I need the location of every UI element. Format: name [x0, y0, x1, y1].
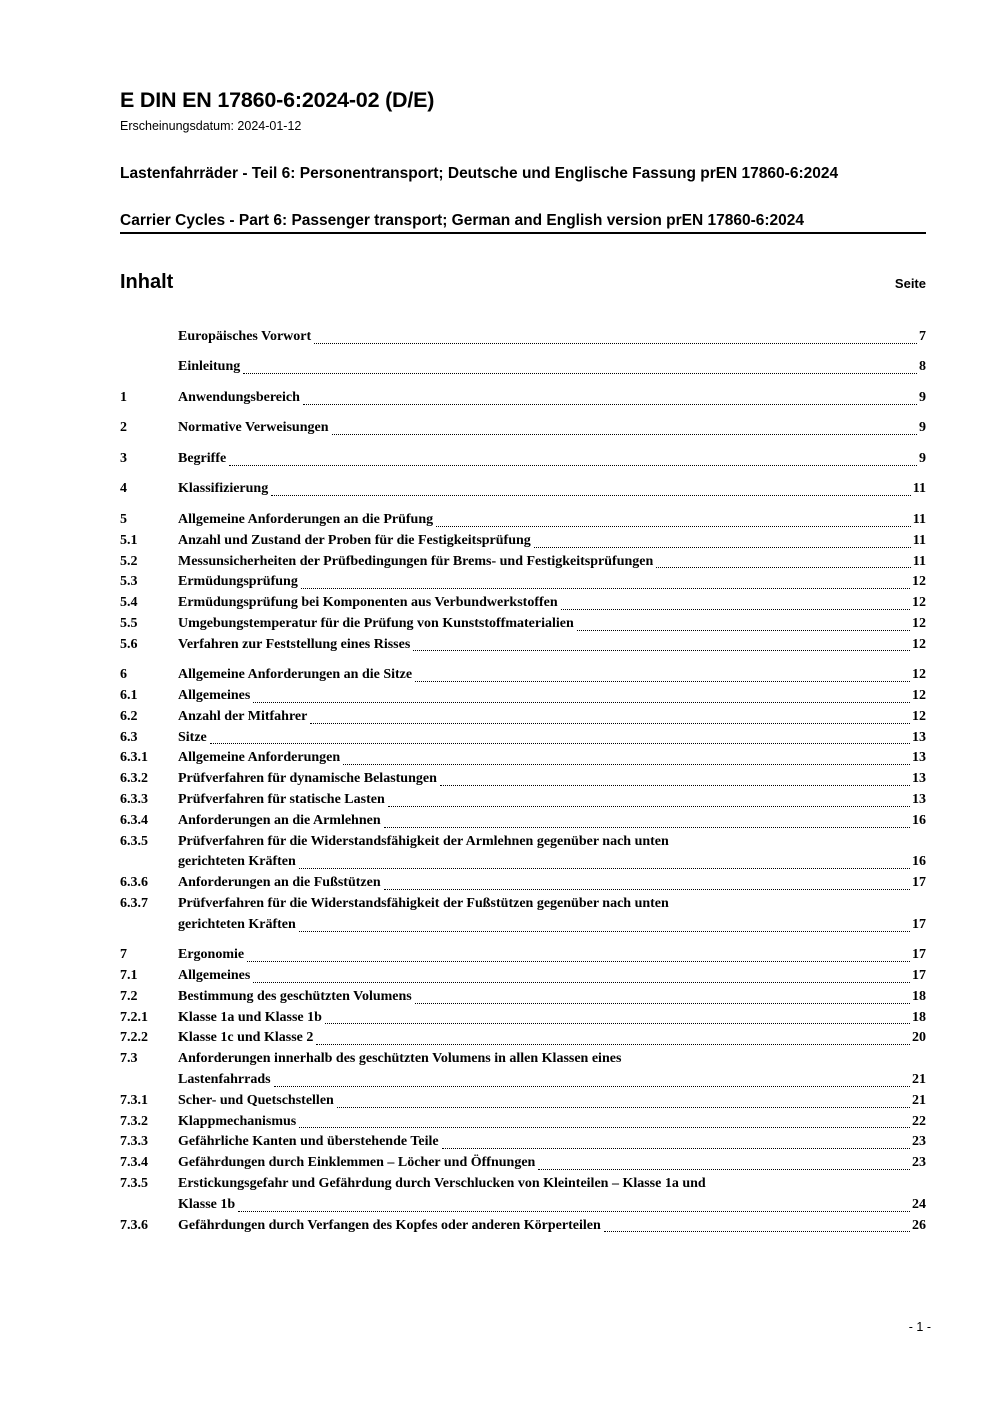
toc-entry-line	[178, 1091, 926, 1112]
toc-entry[interactable]	[120, 811, 926, 832]
toc-entry-number: 1	[120, 389, 127, 405]
toc-entry-title: Ergonomie	[178, 947, 245, 963]
toc-entry-line	[178, 1195, 926, 1216]
toc-entry[interactable]	[120, 449, 926, 470]
toc-dot-leader	[271, 495, 911, 496]
toc-entry-line	[178, 1112, 926, 1133]
toc-entry-body	[178, 1153, 926, 1174]
toc-dot-leader	[247, 961, 910, 962]
toc-entry-title: Bestimmung des geschützten Volumens	[178, 988, 412, 1004]
toc-entry-body	[178, 769, 926, 790]
toc-entry-line	[178, 987, 926, 1008]
toc-entry-page: 13	[912, 750, 926, 766]
toc-entry-line	[178, 593, 926, 614]
toc-entry-body	[178, 790, 926, 811]
toc-entry-line	[178, 1153, 926, 1174]
toc-dot-leader	[229, 465, 917, 466]
toc-entry-number	[120, 327, 178, 348]
toc-entry-page: 9	[919, 389, 926, 405]
header-divider	[120, 232, 926, 234]
toc-heading: Inhalt	[120, 271, 174, 293]
toc-entry-page: 8	[919, 359, 926, 375]
toc-entry-body	[178, 728, 926, 749]
toc-entry-line	[178, 449, 926, 470]
toc-entry-page: 13	[912, 791, 926, 807]
toc-dot-leader	[577, 630, 910, 631]
toc-entry-title: Allgemeine Anforderungen an die Prüfung	[178, 511, 434, 527]
toc-entry[interactable]	[120, 894, 926, 936]
toc-entry[interactable]	[120, 873, 926, 894]
toc-entry-title: Scher- und Quetschstellen	[178, 1092, 334, 1108]
toc-dot-leader	[384, 827, 910, 828]
toc-entry-line	[178, 894, 926, 915]
toc-dot-leader	[436, 526, 911, 527]
toc-entry-line	[178, 635, 926, 656]
toc-entry-number: 7.3.6	[120, 1217, 148, 1233]
toc-entry-line	[178, 1132, 926, 1153]
toc-entry-line	[178, 327, 926, 348]
toc-entry-body	[178, 635, 926, 656]
toc-entry-number: 3	[120, 450, 127, 466]
toc-dot-leader	[238, 1211, 910, 1212]
toc-dot-leader	[534, 547, 911, 548]
toc-entry[interactable]	[120, 388, 926, 409]
toc-entry-number: 6	[120, 667, 127, 683]
toc-entry-body	[178, 479, 926, 500]
toc-entry-line	[178, 552, 926, 573]
toc-entry-page: 11	[912, 553, 926, 569]
toc-dot-leader	[253, 702, 910, 703]
toc-entry-number: 6.3.3	[120, 791, 148, 807]
toc-entry-title: Ermüdungsprüfung bei Komponenten aus Verbundwerkstoffen	[178, 595, 558, 611]
toc-entry-body	[178, 531, 926, 552]
toc-entry-page: 12	[912, 667, 926, 683]
toc-entry-line	[178, 686, 926, 707]
toc-dot-leader	[243, 373, 917, 374]
toc-entry-title: Prüfverfahren für dynamische Belastungen	[178, 771, 437, 787]
toc-dot-leader	[301, 588, 910, 589]
toc-entry-title: Klasse 1c und Klasse 2	[178, 1030, 314, 1046]
toc-entry-page: 23	[912, 1134, 926, 1150]
toc-entry[interactable]	[120, 1049, 926, 1091]
toc-entry-number: 7.1	[120, 968, 138, 984]
toc-entry[interactable]	[120, 987, 926, 1008]
toc-entry-page: 23	[912, 1155, 926, 1171]
toc-entry-page: 24	[912, 1196, 926, 1212]
toc-entry-line	[178, 479, 926, 500]
toc-entry-body	[178, 357, 926, 378]
toc-dot-leader	[538, 1169, 910, 1170]
toc-dot-leader	[310, 723, 910, 724]
toc-entry-body	[178, 665, 926, 686]
toc-entry-line	[178, 832, 926, 853]
toc-entry-body	[178, 327, 926, 348]
toc-entry-title: Allgemeine Anforderungen	[178, 750, 341, 766]
toc-entry-line	[178, 707, 926, 728]
toc-entry-body	[178, 552, 926, 573]
toc-dot-leader	[415, 1003, 910, 1004]
publication-date: Erscheinungsdatum: 2024-01-12	[120, 119, 302, 133]
toc-entry-page: 18	[912, 1009, 926, 1025]
toc-list	[120, 327, 926, 1236]
toc-dot-leader	[343, 764, 910, 765]
toc-entry[interactable]	[120, 728, 926, 749]
toc-entry-body	[178, 572, 926, 593]
toc-entry-page: 17	[912, 916, 926, 932]
toc-entry[interactable]	[120, 1216, 926, 1237]
toc-entry-title: Verfahren zur Feststellung eines Risses	[178, 636, 411, 652]
toc-entry-number: 6.1	[120, 687, 138, 703]
toc-entry-page: 22	[912, 1113, 926, 1129]
toc-entry[interactable]	[120, 1008, 926, 1029]
toc-entry[interactable]	[120, 1112, 926, 1133]
toc-entry-title: Gefährdungen durch Einklemmen – Löcher und Öffnungen	[178, 1155, 536, 1171]
toc-entry-line	[178, 769, 926, 790]
toc-entry-title: gerichteten Kräften	[178, 854, 296, 870]
toc-dot-leader	[303, 404, 917, 405]
toc-dot-leader	[299, 868, 910, 869]
toc-entry-line	[178, 357, 926, 378]
toc-entry-line	[178, 852, 926, 873]
toc-entry-body	[178, 449, 926, 470]
toc-entry-title: Anforderungen an die Fußstützen	[178, 875, 381, 891]
toc-entry-number: 7.3	[120, 1051, 138, 1067]
toc-entry-body	[178, 593, 926, 614]
toc-entry-body	[178, 1216, 926, 1237]
toc-entry-title: Prüfverfahren für die Widerstandsfähigkeit der Armlehnen gegenüber nach unten	[178, 833, 669, 849]
toc-entry[interactable]	[120, 790, 926, 811]
toc-entry-number: 5.3	[120, 574, 138, 590]
toc-entry-line	[178, 665, 926, 686]
toc-dot-leader	[316, 1044, 910, 1045]
toc-entry-number: 6.3.4	[120, 812, 148, 828]
toc-entry[interactable]	[120, 769, 926, 790]
toc-entry-body	[178, 1028, 926, 1049]
toc-entry-page: 12	[912, 574, 926, 590]
toc-entry-number: 7	[120, 947, 127, 963]
toc-entry-page: 16	[912, 854, 926, 870]
toc-entry-body	[178, 1049, 926, 1091]
toc-entry-body	[178, 811, 926, 832]
toc-entry-number: 6.3.7	[120, 895, 148, 911]
toc-entry-page: 17	[912, 968, 926, 984]
toc-entry-number: 2	[120, 420, 127, 436]
toc-entry[interactable]	[120, 748, 926, 769]
toc-dot-leader	[442, 1148, 910, 1149]
toc-dot-leader	[274, 1086, 910, 1087]
toc-entry-line	[178, 873, 926, 894]
toc-entry-title: Prüfverfahren für statische Lasten	[178, 791, 385, 807]
toc-entry-title: Umgebungstemperatur für die Prüfung von Kunststoffmaterialien	[178, 615, 574, 631]
toc-entry-title: Prüfverfahren für die Widerstandsfähigkeit der Fußstützen gegenüber nach unten	[178, 895, 669, 911]
toc-entry-page: 12	[912, 687, 926, 703]
toc-entry-number: 7.3.1	[120, 1092, 148, 1108]
toc-entry[interactable]	[120, 707, 926, 728]
page-content	[120, 0, 926, 1236]
toc-entry-number	[120, 357, 178, 378]
toc-dot-leader	[325, 1023, 910, 1024]
toc-entry-title: Sitze	[178, 729, 207, 745]
toc-entry[interactable]	[120, 1153, 926, 1174]
toc-dot-leader	[413, 650, 910, 651]
toc-entry-title: Allgemeines	[178, 687, 251, 703]
toc-entry-body	[178, 748, 926, 769]
toc-entry-line	[178, 1174, 926, 1195]
toc-entry-page: 9	[919, 420, 926, 436]
toc-entry-line	[178, 915, 926, 936]
toc-entry-title: Anforderungen innerhalb des geschützten Volumens in allen Klassen eines	[178, 1051, 622, 1067]
toc-entry-line	[178, 1008, 926, 1029]
toc-dot-leader	[604, 1231, 910, 1232]
document-number: E DIN EN 17860-6:2024-02 (D/E)	[120, 88, 435, 112]
toc-dot-leader	[332, 434, 918, 435]
toc-entry-page: 11	[912, 481, 926, 497]
toc-entry[interactable]	[120, 357, 926, 378]
toc-entry[interactable]	[120, 635, 926, 656]
toc-entry-body	[178, 614, 926, 635]
toc-entry-body	[178, 1132, 926, 1153]
toc-dot-leader	[388, 806, 910, 807]
toc-entry-body	[178, 945, 926, 966]
toc-entry-line	[178, 945, 926, 966]
toc-entry-title: Allgemeine Anforderungen an die Sitze	[178, 667, 413, 683]
toc-entry-page: 20	[912, 1030, 926, 1046]
toc-dot-leader	[415, 681, 910, 682]
toc-entry-body	[178, 1008, 926, 1029]
toc-entry-number: 6.3.1	[120, 750, 148, 766]
toc-entry-page: 21	[912, 1072, 926, 1087]
toc-heading-row	[120, 270, 926, 296]
toc-entry-title: Begriffe	[178, 450, 227, 466]
toc-entry-line	[178, 418, 926, 439]
toc-entry-number: 6.3.2	[120, 771, 148, 787]
toc-entry-line	[178, 572, 926, 593]
toc-dot-leader	[253, 982, 910, 983]
toc-entry-number: 6.3.6	[120, 875, 148, 891]
toc-entry-title: Anzahl der Mitfahrer	[178, 708, 308, 724]
toc-entry-line	[178, 811, 926, 832]
toc-entry[interactable]	[120, 327, 926, 348]
toc-entry-title: Lastenfahrrads	[178, 1072, 271, 1087]
toc-entry-page: 12	[912, 636, 926, 652]
toc-entry-page: 18	[912, 988, 926, 1004]
toc-entry-title: Ermüdungsprüfung	[178, 574, 298, 590]
toc-entry-number: 4	[120, 481, 127, 497]
toc-entry-title: Normative Verweisungen	[178, 420, 329, 436]
toc-entry-title: Europäisches Vorwort	[178, 329, 312, 344]
toc-entry-title: Einleitung	[178, 359, 241, 375]
toc-entry-number: 7.3.3	[120, 1134, 148, 1150]
toc-entry-number: 5.2	[120, 553, 138, 569]
toc-entry-page: 11	[912, 511, 926, 527]
toc-entry[interactable]	[120, 593, 926, 614]
toc-entry[interactable]	[120, 572, 926, 593]
toc-dot-leader	[337, 1107, 910, 1108]
toc-entry-page: 7	[919, 329, 926, 344]
toc-entry-title: Anforderungen an die Armlehnen	[178, 812, 381, 828]
toc-entry-title: Messunsicherheiten der Prüfbedingungen für Brems- und Festigkeitsprüfungen	[178, 553, 654, 569]
toc-entry-number: 5.4	[120, 595, 138, 611]
toc-page-column-label: Seite	[894, 276, 926, 291]
toc-entry-number: 5.6	[120, 636, 138, 652]
footer-page-number: - 1 -	[908, 1320, 931, 1334]
toc-entry[interactable]	[120, 479, 926, 500]
toc-entry-line	[178, 1049, 926, 1070]
toc-entry-number: 7.2.2	[120, 1030, 148, 1046]
toc-dot-leader	[299, 931, 910, 932]
toc-entry-number: 5.5	[120, 615, 138, 631]
toc-entry-title: Erstickungsgefahr und Gefährdung durch Verschlucken von Kleinteilen – Klasse 1a und	[178, 1175, 706, 1191]
toc-dot-leader	[210, 743, 910, 744]
toc-entry[interactable]	[120, 665, 926, 686]
toc-entry-body	[178, 686, 926, 707]
toc-entry[interactable]	[120, 1132, 926, 1153]
toc-entry-page: 11	[912, 532, 926, 548]
toc-entry-page: 9	[919, 450, 926, 466]
toc-entry-body	[178, 418, 926, 439]
toc-entry[interactable]	[120, 1028, 926, 1049]
toc-entry-line	[178, 790, 926, 811]
toc-entry-body	[178, 707, 926, 728]
toc-entry-title: Anwendungsbereich	[178, 389, 300, 405]
toc-entry-title: Klappmechanismus	[178, 1113, 297, 1129]
toc-entry-title: Klasse 1b	[178, 1196, 236, 1212]
toc-entry-line	[178, 1216, 926, 1237]
toc-entry-body	[178, 966, 926, 987]
toc-entry[interactable]	[120, 1174, 926, 1216]
toc-entry-line	[178, 728, 926, 749]
toc-entry-line	[178, 1070, 926, 1091]
toc-entry-title: Gefährdungen durch Verfangen des Kopfes oder anderen Körperteilen	[178, 1217, 601, 1233]
toc-entry-title: Klasse 1a und Klasse 1b	[178, 1009, 322, 1025]
toc-entry[interactable]	[120, 510, 926, 531]
toc-entry-body	[178, 832, 926, 874]
toc-entry-number: 5.1	[120, 532, 138, 548]
toc-entry-page: 16	[912, 812, 926, 828]
toc-entry-body	[178, 510, 926, 531]
toc-entry-body	[178, 1091, 926, 1112]
toc-entry-body	[178, 987, 926, 1008]
toc-entry-line	[178, 748, 926, 769]
document-title-german: Lastenfahrräder - Teil 6: Personentransport; Deutsche und Englische Fassung prEN 17860-6:2024	[120, 165, 839, 182]
toc-entry-title: Anzahl und Zustand der Proben für die Festigkeitsprüfung	[178, 532, 531, 548]
toc-entry-number: 7.3.4	[120, 1155, 148, 1171]
toc-entry[interactable]	[120, 531, 926, 552]
toc-entry-number: 6.3.5	[120, 833, 148, 849]
toc-entry-line	[178, 614, 926, 635]
toc-entry-page: 13	[912, 771, 926, 787]
toc-entry-page: 21	[912, 1092, 926, 1108]
toc-entry-page: 17	[912, 875, 926, 891]
toc-entry-page: 12	[912, 595, 926, 611]
toc-entry[interactable]	[120, 614, 926, 635]
toc-entry-body	[178, 1112, 926, 1133]
toc-entry-page: 13	[912, 729, 926, 745]
toc-entry-page: 12	[912, 615, 926, 631]
toc-entry[interactable]	[120, 945, 926, 966]
toc-entry-body	[178, 388, 926, 409]
toc-entry-number: 7.3.5	[120, 1175, 148, 1191]
toc-entry[interactable]	[120, 686, 926, 707]
toc-entry-title: Klassifizierung	[178, 481, 269, 497]
toc-entry-page: 12	[912, 708, 926, 724]
toc-entry-number: 7.2.1	[120, 1009, 148, 1025]
toc-entry-number: 5	[120, 511, 127, 527]
toc-entry-title: Gefährliche Kanten und überstehende Teile	[178, 1134, 439, 1150]
toc-entry-page: 26	[912, 1217, 926, 1233]
toc-entry-body	[178, 1174, 926, 1216]
toc-entry-number: 7.3.2	[120, 1113, 148, 1129]
toc-entry-line	[178, 510, 926, 531]
toc-entry-line	[178, 531, 926, 552]
toc-entry[interactable]	[120, 1091, 926, 1112]
toc-entry-body	[178, 873, 926, 894]
document-title-english: Carrier Cycles - Part 6: Passenger transport; German and English version prEN 17860-6:2024	[120, 212, 804, 229]
toc-entry-number: 7.2	[120, 988, 138, 1004]
toc-entry-title: Allgemeines	[178, 968, 251, 984]
toc-dot-leader	[440, 785, 910, 786]
toc-entry[interactable]	[120, 418, 926, 439]
toc-dot-leader	[656, 567, 911, 568]
toc-entry-line	[178, 1028, 926, 1049]
toc-entry-line	[178, 966, 926, 987]
toc-dot-leader	[384, 889, 910, 890]
toc-entry[interactable]	[120, 966, 926, 987]
toc-entry-body	[178, 894, 926, 936]
toc-dot-leader	[561, 609, 910, 610]
toc-entry-page: 17	[912, 947, 926, 963]
toc-entry-number: 6.3	[120, 729, 138, 745]
toc-entry-line	[178, 388, 926, 409]
toc-dot-leader	[314, 343, 917, 344]
toc-entry[interactable]	[120, 832, 926, 874]
toc-entry-title: gerichteten Kräften	[178, 916, 296, 932]
toc-entry[interactable]	[120, 552, 926, 573]
toc-dot-leader	[299, 1127, 910, 1128]
toc-entry-number: 6.2	[120, 708, 138, 724]
